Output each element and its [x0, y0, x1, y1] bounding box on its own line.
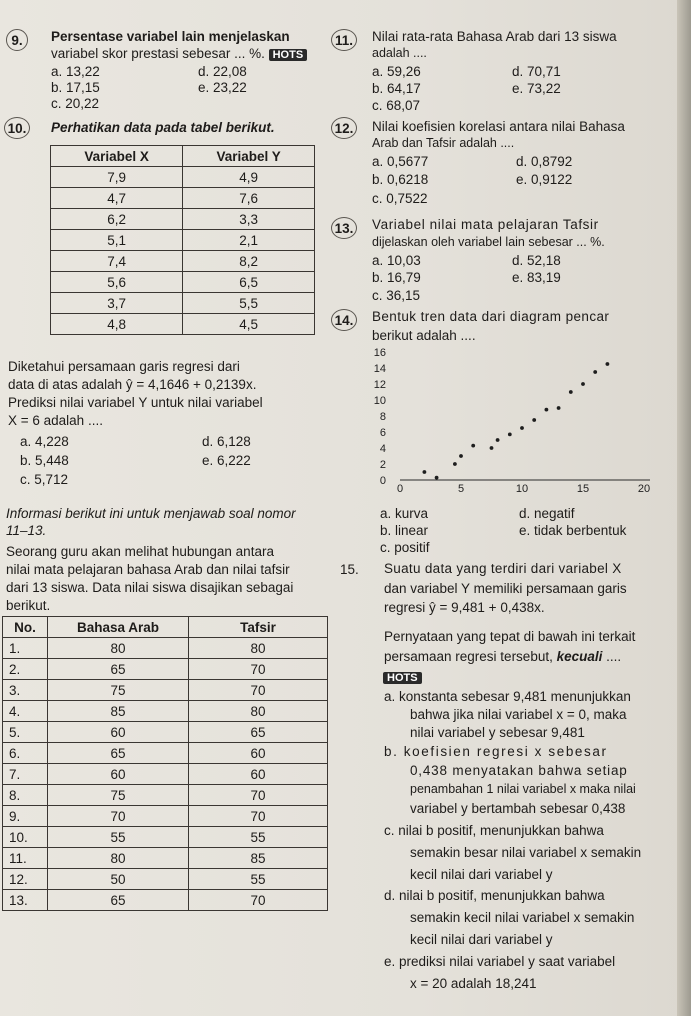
q9-option-c: c. 20,22: [51, 96, 100, 111]
score-header-tafsir: Tafsir: [189, 617, 328, 638]
score-cell-no: 13.: [3, 890, 48, 911]
q14-option-d: d. negatif: [519, 506, 575, 521]
q11-number: 11.: [331, 29, 357, 51]
q15-option-c-2: semakin besar nilai variabel x semakin: [410, 845, 642, 860]
q11-option-d: d. 70,71: [512, 64, 561, 79]
score-cell-arab: 75: [48, 785, 189, 806]
q9-option-d: d. 22,08: [198, 64, 247, 79]
score-table-row: [3, 659, 328, 680]
q13-option-c: c. 36,15: [372, 288, 421, 303]
info-paragraph-4: berikut.: [6, 598, 51, 613]
score-cell-arab: 85: [48, 701, 189, 722]
q15-option-c-3: kecil nilai dari variabel y: [410, 867, 553, 882]
score-cell-tafsir: 70: [189, 806, 328, 827]
q10-cell-x: 3,7: [51, 293, 183, 314]
scatter-point: [490, 446, 494, 450]
score-cell-no: 2.: [3, 659, 48, 680]
info-line-2: 11–13.: [6, 523, 47, 538]
score-cell-no: 8.: [3, 785, 48, 806]
q15-option-a-1: a. konstanta sebesar 9,481 menunjukkan: [384, 689, 631, 704]
page-edge: [677, 0, 691, 1016]
score-cell-arab: 60: [48, 722, 189, 743]
q14-option-c: c. positif: [380, 540, 430, 555]
score-cell-arab: 70: [48, 806, 189, 827]
q10-table: [50, 145, 315, 335]
y-tick-label: 6: [379, 427, 386, 439]
q15-option-c-1: c. nilai b positif, menunjukkan bahwa: [384, 823, 604, 838]
q13-option-e: e. 83,19: [512, 270, 561, 285]
q13-option-d: d. 52,18: [512, 253, 561, 268]
q10-cell-x: 4,8: [51, 314, 183, 335]
q10-table-row: [51, 251, 315, 272]
q9-text-1: Persentase variabel lain menjelaskan: [51, 29, 290, 44]
y-tick-label: 14: [373, 363, 386, 375]
score-cell-no: 5.: [3, 722, 48, 743]
scatter-point: [532, 418, 536, 422]
q11-option-b: b. 64,17: [372, 81, 421, 96]
q10-cell-y: 3,3: [183, 209, 315, 230]
score-cell-arab: 55: [48, 827, 189, 848]
q15-option-b-3: penambahan 1 nilai variabel x maka nilai: [410, 782, 636, 796]
q14-option-e: e. tidak berbentuk: [519, 523, 627, 538]
score-table-row: [3, 680, 328, 701]
score-cell-arab: 80: [48, 848, 189, 869]
scatter-point: [459, 454, 463, 458]
q12-text-1: Nilai koefisien korelasi antara nilai Bahasa: [372, 119, 625, 134]
score-table: [2, 616, 328, 911]
q15-option-a-3: nilai variabel y sebesar 9,481: [410, 725, 585, 740]
scatter-point: [508, 433, 512, 437]
q15-hots-badge: HOTS: [383, 668, 422, 686]
scatter-point: [545, 408, 549, 412]
q13-option-a: a. 10,03: [372, 253, 421, 268]
q9-number: 9.: [6, 29, 28, 51]
scatter-point: [581, 382, 585, 386]
q10-option-e: e. 6,222: [202, 453, 251, 468]
q10-desc-3: Prediksi nilai variabel Y untuk nilai variabel: [8, 395, 263, 410]
q10-desc-2: data di atas adalah ŷ = 4,1646 + 0,2139x.: [8, 377, 257, 392]
info-paragraph-3: dari 13 siswa. Data nilai siswa disajikan sebagai: [6, 580, 294, 595]
q10-cell-x: 5,1: [51, 230, 183, 251]
q12-option-e: e. 0,9122: [516, 172, 573, 187]
y-tick-label: 2: [379, 459, 386, 471]
q10-desc-4: X = 6 adalah ....: [8, 413, 103, 428]
q10-cell-x: 7,4: [51, 251, 183, 272]
q10-header-x: Variabel X: [51, 146, 183, 167]
q14-text-1: Bentuk tren data dari diagram pencar: [372, 309, 610, 324]
q9-option-e: e. 23,22: [198, 80, 247, 95]
score-cell-arab: 75: [48, 680, 189, 701]
q10-header-y: Variabel Y: [183, 146, 315, 167]
q11-option-c: c. 68,07: [372, 98, 421, 113]
score-cell-no: 9.: [3, 806, 48, 827]
q10-table-row: [51, 167, 315, 188]
scatter-point: [453, 462, 457, 466]
q14-number: 14.: [331, 309, 357, 331]
q13-text-2: dijelaskan oleh variabel lain sebesar ... %.: [372, 235, 605, 249]
q11-text-1: Nilai rata-rata Bahasa Arab dari 13 siswa: [372, 29, 617, 44]
score-table-row: [3, 848, 328, 869]
score-header-no: No.: [3, 617, 48, 638]
q10-table-row: [51, 188, 315, 209]
info-paragraph-1: Seorang guru akan melihat hubungan antara: [6, 544, 274, 559]
q10-number: 10.: [4, 117, 30, 139]
q14-option-a: a. kurva: [380, 506, 429, 521]
scatter-point: [496, 438, 500, 442]
y-tick-label: 10: [373, 395, 386, 407]
q10-table-row: [51, 272, 315, 293]
scatter-point: [606, 362, 610, 366]
info-line-1: Informasi berikut ini untuk menjawab soal nomor: [6, 506, 296, 521]
q15-option-d-1: d. nilai b positif, menunjukkan bahwa: [384, 888, 605, 903]
q15-option-e-1: e. prediksi nilai variabel y saat variabel: [384, 954, 616, 969]
scatter-point: [435, 476, 439, 480]
q10-option-a: a. 4,228: [20, 434, 69, 449]
q10-table-row: [51, 209, 315, 230]
score-cell-no: 4.: [3, 701, 48, 722]
score-table-row: [3, 722, 328, 743]
score-cell-tafsir: 70: [189, 785, 328, 806]
score-cell-arab: 80: [48, 638, 189, 659]
q11-option-a: a. 59,26: [372, 64, 421, 79]
q13-text-1: Variabel nilai mata pelajaran Tafsir: [372, 217, 599, 232]
q15-option-e-2: x = 20 adalah 18,241: [410, 976, 537, 991]
q10-cell-x: 4,7: [51, 188, 183, 209]
q10-cell-y: 8,2: [183, 251, 315, 272]
q10-cell-x: 6,2: [51, 209, 183, 230]
score-table-row: [3, 743, 328, 764]
q15-option-b-2: 0,438 menyatakan bahwa setiap: [410, 763, 628, 778]
q10-cell-y: 6,5: [183, 272, 315, 293]
q9-text-2: variabel skor prestasi sebesar ... %. HOTS: [51, 45, 307, 64]
q12-number: 12.: [331, 117, 357, 139]
q15-line-4: Pernyataan yang tepat di bawah ini terkait: [384, 629, 636, 644]
score-table-row: [3, 638, 328, 659]
q10-cell-y: 4,9: [183, 167, 315, 188]
score-table-row: [3, 764, 328, 785]
score-cell-tafsir: 85: [189, 848, 328, 869]
score-table-row: [3, 890, 328, 911]
scatter-point: [557, 406, 561, 410]
score-cell-tafsir: 70: [189, 890, 328, 911]
score-cell-arab: 50: [48, 869, 189, 890]
score-table-row: [3, 827, 328, 848]
q15-option-a-2: bahwa jika nilai variabel x = 0, maka: [410, 707, 627, 722]
hots-badge: HOTS: [269, 49, 308, 61]
q10-desc-1: Diketahui persamaan garis regresi dari: [8, 359, 240, 374]
q15-option-b-1: b. koefisien regresi x sebesar: [384, 744, 608, 759]
q10-cell-x: 7,9: [51, 167, 183, 188]
y-tick-label: 8: [379, 411, 386, 423]
q11-text-2: adalah ....: [372, 46, 427, 60]
scatter-point: [520, 426, 524, 430]
score-cell-tafsir: 80: [189, 701, 328, 722]
q15-option-d-2: semakin kecil nilai variabel x semakin: [410, 910, 635, 925]
scatter-chart: [350, 342, 660, 502]
score-cell-arab: 60: [48, 764, 189, 785]
q15-number: 15.: [340, 562, 359, 577]
q12-option-a: a. 0,5677: [372, 154, 429, 169]
q11-option-e: e. 73,22: [512, 81, 561, 96]
score-cell-no: 10.: [3, 827, 48, 848]
q10-cell-y: 7,6: [183, 188, 315, 209]
q13-option-b: b. 16,79: [372, 270, 421, 285]
scatter-point: [423, 470, 427, 474]
q10-text: Perhatikan data pada tabel berikut.: [51, 120, 275, 135]
score-header-arab: Bahasa Arab: [48, 617, 189, 638]
q9-option-a: a. 13,22: [51, 64, 100, 79]
x-tick-label: 0: [396, 483, 404, 495]
score-cell-tafsir: 60: [189, 764, 328, 785]
y-tick-label: 0: [379, 475, 386, 487]
score-cell-tafsir: 55: [189, 827, 328, 848]
x-tick-label: 15: [576, 483, 590, 495]
score-table-row: [3, 701, 328, 722]
q10-table-row: [51, 314, 315, 335]
q12-text-2: Arab dan Tafsir adalah ....: [372, 136, 515, 150]
q14-text-2: berikut adalah ....: [372, 328, 476, 343]
score-table-row: [3, 785, 328, 806]
scatter-point: [569, 390, 573, 394]
score-cell-no: 12.: [3, 869, 48, 890]
q10-table-row: [51, 230, 315, 251]
score-cell-tafsir: 55: [189, 869, 328, 890]
q10-option-d: d. 6,128: [202, 434, 251, 449]
x-tick-label: 20: [637, 483, 651, 495]
q15-line-1: Suatu data yang terdiri dari variabel X: [384, 561, 622, 576]
q14-option-b: b. linear: [380, 523, 429, 538]
q13-number: 13.: [331, 217, 357, 239]
scatter-point: [471, 444, 475, 448]
y-tick-label: 12: [373, 379, 386, 391]
q10-cell-y: 2,1: [183, 230, 315, 251]
scatter-point: [593, 370, 597, 374]
q12-option-b: b. 0,6218: [372, 172, 429, 187]
score-cell-tafsir: 70: [189, 659, 328, 680]
q10-cell-y: 5,5: [183, 293, 315, 314]
q15-line-2: dan variabel Y memiliki persamaan garis: [384, 581, 627, 596]
q15-line-3: regresi ŷ = 9,481 + 0,438x.: [384, 600, 545, 615]
score-cell-no: 6.: [3, 743, 48, 764]
q10-cell-x: 5,6: [51, 272, 183, 293]
score-cell-tafsir: 65: [189, 722, 328, 743]
score-table-row: [3, 869, 328, 890]
q10-table-row: [51, 293, 315, 314]
q10-option-c: c. 5,712: [20, 472, 69, 487]
score-cell-no: 7.: [3, 764, 48, 785]
x-tick-label: 5: [457, 483, 465, 495]
score-cell-arab: 65: [48, 890, 189, 911]
q15-option-b-4: variabel y bertambah sebesar 0,438: [410, 801, 626, 816]
q15-line-5: persamaan regresi tersebut, kecuali ....: [384, 649, 622, 664]
score-cell-tafsir: 80: [189, 638, 328, 659]
q15-option-d-3: kecil nilai dari variabel y: [410, 932, 553, 947]
x-tick-label: 10: [515, 483, 529, 495]
q9-option-b: b. 17,15: [51, 80, 100, 95]
score-cell-arab: 65: [48, 659, 189, 680]
y-tick-label: 16: [373, 347, 386, 359]
q10-option-b: b. 5,448: [20, 453, 69, 468]
score-cell-tafsir: 70: [189, 680, 328, 701]
score-cell-no: 3.: [3, 680, 48, 701]
q12-option-c: c. 0,7522: [372, 191, 428, 206]
score-cell-tafsir: 60: [189, 743, 328, 764]
info-paragraph-2: nilai mata pelajaran bahasa Arab dan nilai tafsir: [6, 562, 290, 577]
score-cell-no: 11.: [3, 848, 48, 869]
score-cell-no: 1.: [3, 638, 48, 659]
q10-cell-y: 4,5: [183, 314, 315, 335]
q12-option-d: d. 0,8792: [516, 154, 573, 169]
score-table-row: [3, 806, 328, 827]
score-cell-arab: 65: [48, 743, 189, 764]
y-tick-label: 4: [379, 443, 386, 455]
